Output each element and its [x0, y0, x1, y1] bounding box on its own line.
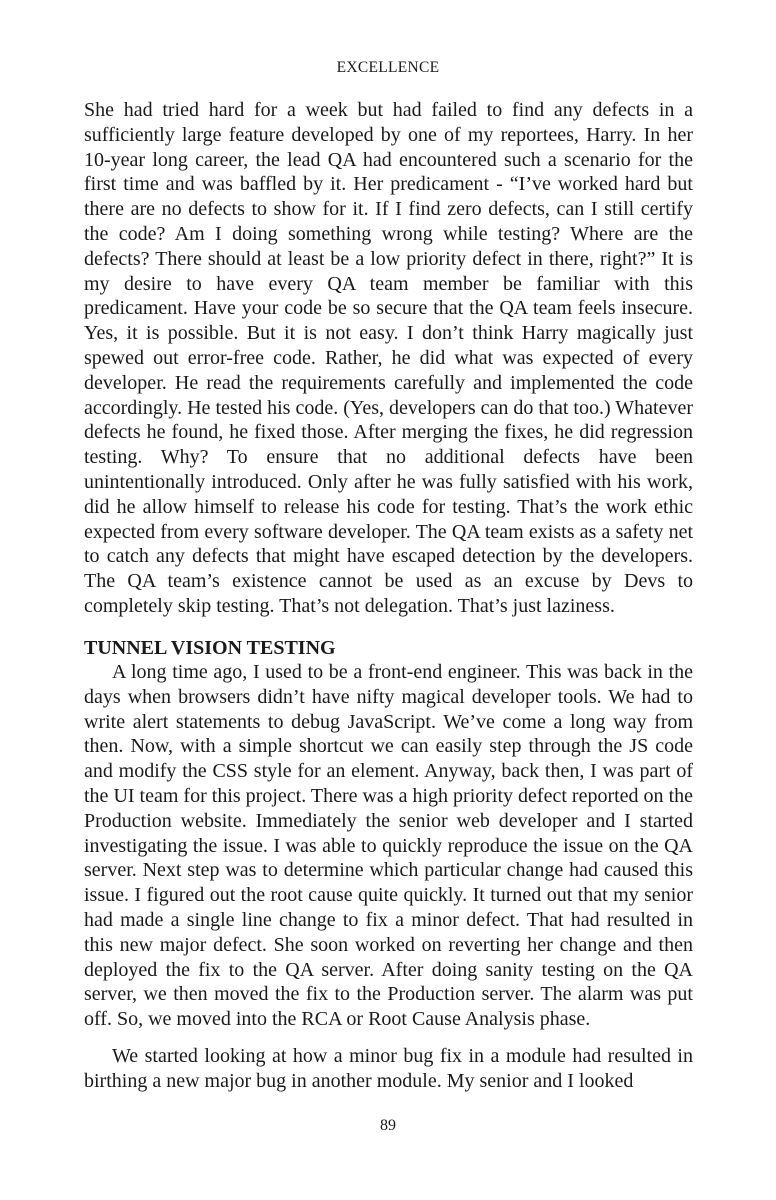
paragraph-text: A long time ago, I used to be a front-end engineer. This was back in the days when browsers didn’t have nifty magical developer tools. We had to write alert statements to debug JavaScript. We’ve come a long way from then. Now, with a simple shortcut we can easily step through the JS code and modify the CSS style for an element. Anyway, back then, I was part of the UI team for this project. There was a high priority defect reported on the Production website. Immediately the senior web developer and I started investigating the issue. I was able to quickly reproduce the issue on the QA server. Next step was to determine which particular change had caused this issue. I figured out the root cause quite quickly. It turned out that my senior had made a single line change to fix a minor defect. That had resulted in this new major defect. She soon worked on reverting her change and then deployed the fix to the QA server. After doing sanity testing on the QA server, we then moved the fix to the Production server. The alarm was put off. So, we moved into the RCA or Root Cause Analysis phase. [84, 661, 693, 1031]
body-paragraph-2 [84, 660, 693, 1032]
running-head: EXCELLENCE [336, 59, 440, 76]
paragraph-text: We started looking at how a minor bug fix in a module had resulted in birthing a new major bug in another module. My senior and I looked [84, 1045, 693, 1092]
body-paragraph-3 [84, 1044, 693, 1094]
page-number: 89 [380, 1117, 396, 1134]
section-heading: TUNNEL VISION TESTING [84, 637, 336, 659]
body-paragraph-1 [84, 98, 693, 619]
paragraph-text: She had tried hard for a week but had failed to find any defects in a sufficiently large feature developed by one of my reportees, Harry. In her 10-year long career, the lead QA had encountered such a scenario for the first time and was baffled by it. Her predicament - “I’ve worked hard but there are no defects to show for it. If I find zero defects, can I still certify the code? Am I doing something wrong while testing? Where are the defects? There should at least be a low priority defect in there, right?” It is my desire to have every QA team member be familiar with this predicament. Have your code be so secure that the QA team feels insecure. Yes, it is possible. But it is not easy. I don’t think Harry magically just spewed out error-free code. Rather, he did what was expected of every developer. He read the requirements carefully and implemented the code accordingly. He tested his code. (Yes, developers can do that too.) Whatever defects he found, he fixed those. After merging the fixes, he did regression testing. Why? To ensure that no additional defects have been unintentionally introduced. Only after he was fully satisfied with his work, did he allow himself to release his code for testing. That’s the work ethic expected from every software developer. The QA team exists as a safety net to catch any defects that might have escaped detection by the developers. The QA team’s existence cannot be used as an excuse by Devs to completely skip testing. That’s not delegation. That’s just laziness. [84, 99, 693, 617]
